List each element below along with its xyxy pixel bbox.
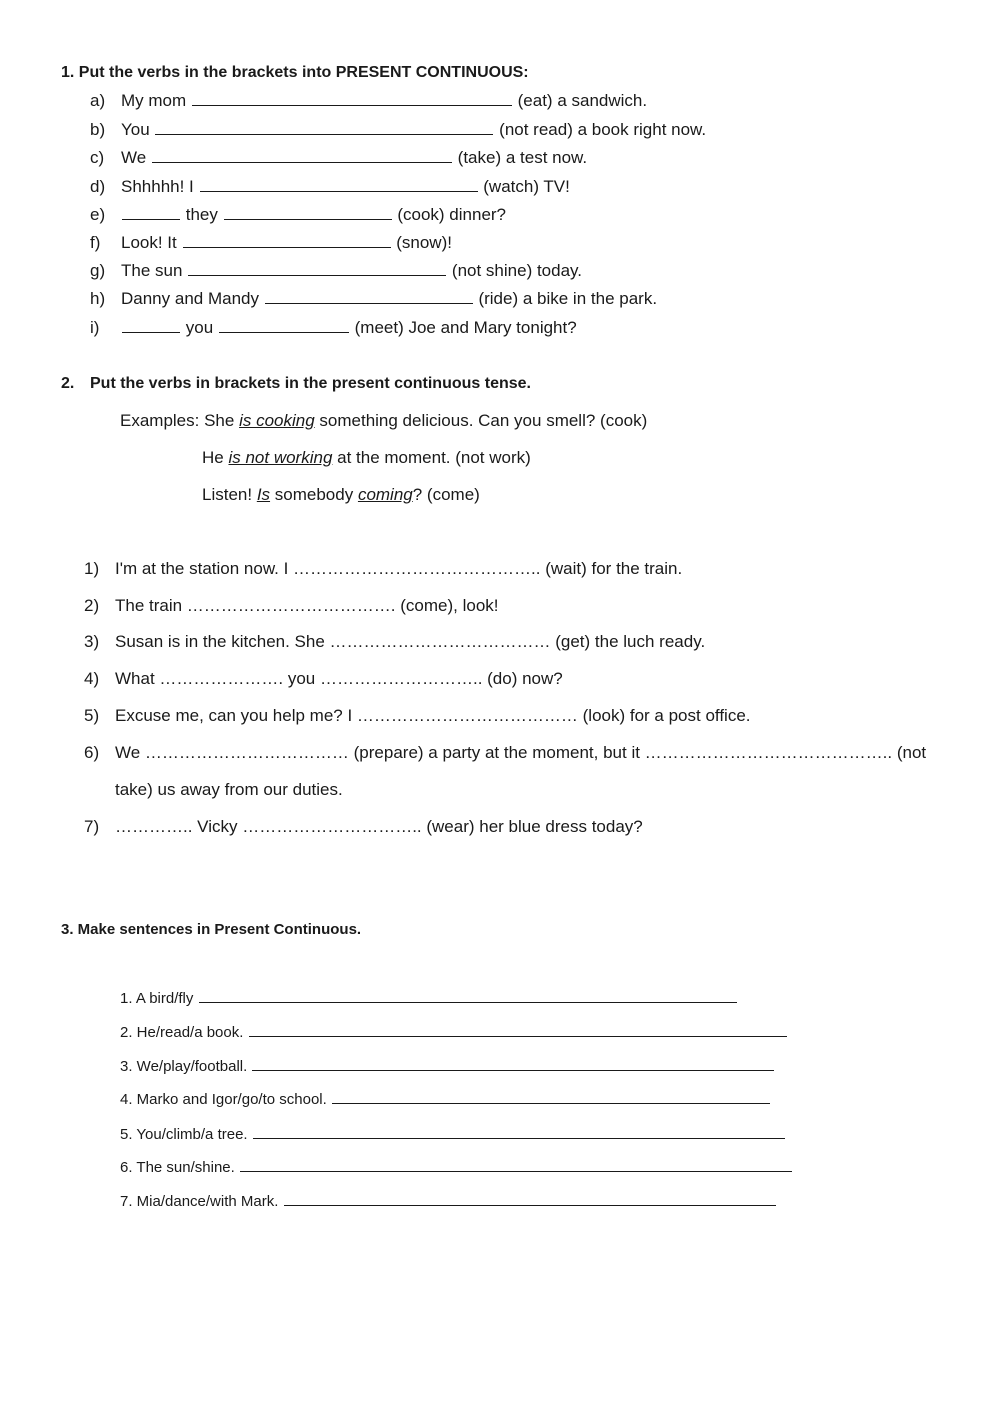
item-marker: i): [90, 318, 100, 337]
item-marker: 5): [84, 706, 100, 725]
answer-line[interactable]: [332, 1089, 770, 1104]
answer-blank[interactable]: [265, 289, 473, 304]
item-marker: 7): [84, 817, 100, 836]
item-marker: 3): [84, 632, 100, 651]
item-marker: 2): [84, 596, 100, 615]
s3-item-6: 6. The sun/shine.: [120, 1157, 793, 1176]
answer-blank[interactable]: [192, 91, 512, 106]
s2-item-6: 6) We ……………………………… (prepare) a party at the moment, but it …………………………………….. (not: [84, 743, 927, 762]
s1-item-i: i) you (meet) Joe and Mary tonight?: [90, 318, 577, 337]
section1-heading: 1. Put the verbs in the brackets into PRESENT CONTINUOUS:: [61, 64, 529, 81]
s3-item-3: 3. We/play/football.: [120, 1056, 775, 1075]
s1-item-g: g) The sun (not shine) today.: [90, 261, 582, 280]
s1-item-f: f) Look! It (snow)!: [90, 233, 452, 252]
answer-blank[interactable]: [183, 233, 391, 248]
answer-line[interactable]: [249, 1022, 787, 1037]
answer-line[interactable]: [252, 1056, 774, 1071]
s1-item-a: a) My mom (eat) a sandwich.: [90, 91, 648, 110]
item-marker: 6): [84, 743, 100, 762]
s1-item-b: b) You (not read) a book right now.: [90, 120, 707, 139]
s3-item-7: 7. Mia/dance/with Mark.: [120, 1191, 777, 1210]
s1-item-d: d) Shhhhh! I (watch) TV!: [90, 177, 570, 196]
item-marker: f): [90, 233, 101, 252]
answer-blank[interactable]: [219, 318, 349, 333]
s2-item-7: 7) ………….. Vicky ………………………….. (wear) her blue dress today?: [84, 817, 643, 836]
s2-item-3: 3) Susan is in the kitchen. She ………………………………… (get) the luch ready.: [84, 632, 706, 651]
s3-item-4: 4. Marko and Igor/go/to school.: [120, 1089, 771, 1108]
answer-blank[interactable]: [122, 318, 180, 333]
item-marker: d): [90, 177, 106, 196]
item-marker: 1): [84, 559, 100, 578]
example-3: Listen! Is somebody coming? (come): [202, 485, 480, 504]
answer-line[interactable]: [240, 1157, 792, 1172]
answer-blank[interactable]: [188, 261, 446, 276]
example-2: He is not working at the moment. (not work): [202, 448, 531, 467]
item-marker: a): [90, 91, 106, 110]
item-marker: e): [90, 205, 106, 224]
s1-item-e: e) they (cook) dinner?: [90, 205, 507, 224]
answer-line[interactable]: [253, 1124, 785, 1139]
answer-line[interactable]: [199, 988, 737, 1003]
s2-item-5: 5) Excuse me, can you help me? I ………………………………… (look) for a post office.: [84, 706, 751, 725]
section3-heading: 3. Make sentences in Present Continuous.: [61, 921, 362, 938]
answer-blank[interactable]: [224, 205, 392, 220]
s3-item-5: 5. You/climb/a tree.: [120, 1124, 786, 1143]
answer-line[interactable]: [284, 1191, 776, 1206]
item-marker: g): [90, 261, 106, 280]
item-marker: h): [90, 289, 106, 308]
s3-item-1: 1. A bird/fly: [120, 988, 738, 1007]
s1-item-h: h) Danny and Mandy (ride) a bike in the park.: [90, 289, 658, 308]
s2-item-4: 4) What …………………. you ……………………….. (do) now?: [84, 669, 563, 688]
s2-item-1: 1) I'm at the station now. I …………………………………….. (wait) for the train.: [84, 559, 683, 578]
example-1: Examples: She is cooking something delicious. Can you smell? (cook): [120, 411, 648, 430]
s1-item-c: c) We (take) a test now.: [90, 148, 588, 167]
item-marker: b): [90, 120, 106, 139]
s3-item-2: 2. He/read/a book.: [120, 1022, 788, 1041]
item-marker: 4): [84, 669, 100, 688]
section2-heading: 2. Put the verbs in brackets in the present continuous tense.: [61, 375, 531, 392]
s2-item-6-continued: take) us away from our duties.: [115, 780, 343, 799]
answer-blank[interactable]: [155, 120, 493, 135]
answer-blank[interactable]: [122, 205, 180, 220]
s2-item-2: 2) The train ………………………………. (come), look!: [84, 596, 499, 615]
item-marker: c): [90, 148, 105, 167]
answer-blank[interactable]: [200, 177, 478, 192]
answer-blank[interactable]: [152, 148, 452, 163]
